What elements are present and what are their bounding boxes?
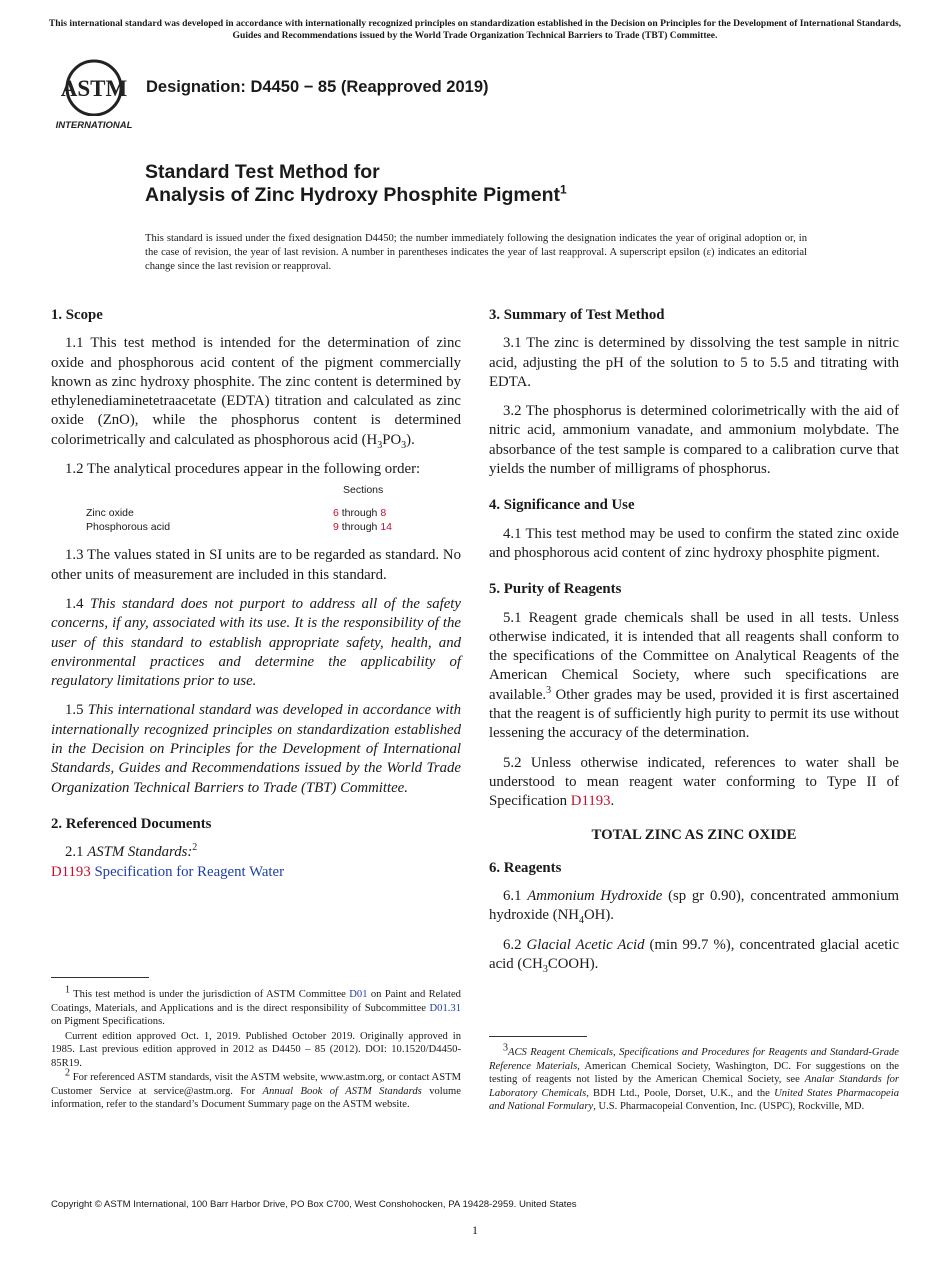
issuance-statement: This standard is issued under the fixed designation D4450; the number immediately following the designation indicates the year of original adoption or, in the case of revision, the year of last revision. A number in parentheses indicates the year of last reapproval. A superscript epsilon (ε) indicates an editorial change since the last revision or reapproval. [145, 233, 807, 272]
para-6-2: 6.2 Glacial Acetic Acid (min 99.7 %), concentrated glacial acetic acid $(CH_3COOH)$. [489, 936, 900, 975]
sections-row: Zinc oxide 6 through 8 [86, 507, 387, 520]
heading-purity: 5. Purity of Reagents [489, 581, 622, 598]
committee-link[interactable]: D01 [349, 989, 368, 1000]
footnote-2: $^2$ For referenced ASTM standards, visit the ASTM website, www.astm.org, or contact ASTM Customer Service at service@astm.org. For Annual Book of ASTM Standards volume information, refer to the standard’s Document Summary page on the ASTM website. [51, 1067, 461, 1110]
top-notice: This international standard was developed in accordance with internationally recognized principles on standardization established in the Decision on Principles for the Development of International Standards, Guides and Recommendations issued by the World Trade Organization Technical Barriers to Trade (TBT) Committee. [48, 18, 902, 41]
astm-logo-graphic [52, 58, 136, 132]
para-4-1: 4.1 This test method may be used to confirm the stated zinc oxide and phosphorous acid content of zinc hydroxy phosphite pigment. [489, 525, 899, 561]
heading-significance: 4. Significance and Use [489, 497, 635, 514]
para-3-1: 3.1 The zinc is determined by dissolving the test sample in nitric acid, adjusting the pH of the solution to 5 to 5.5 and titrating with EDTA. [489, 335, 899, 390]
sections-row: Phosphorous acid 9 through 14 [86, 521, 392, 534]
para-3-2: 3.2 The phosphorus is determined colorimetrically with the aid of nitric acid, ammonium vanadate, and ammonium molybdate. The absorbance of the test sample is compared to a calibration curve that yields the number of milligrams of phosphorus. [489, 403, 899, 478]
footnotes-right [489, 1042, 900, 1115]
footnotes-left [51, 984, 461, 1113]
ref-title-link[interactable]: Specification for Reagent Water [94, 863, 285, 880]
section-link-from[interactable]: 9 [333, 521, 339, 534]
heading-reagents: 6. Reagents [489, 859, 562, 876]
para-1-5: 1.5 This international standard was developed in accordance with internationally recognized principles on standardization established in the Decision on Principles for the Development of International Standards, Guides and Recommendations issued by the World Trade Organization Technical Barriers to Trade (TBT) Committee. [51, 702, 461, 796]
footnote-divider [489, 1036, 587, 1037]
para-2-1: 2.1 ASTM Standards:$^2$ [65, 842, 198, 861]
para-5-2: 5.2 Unless otherwise indicated, references to water shall be understood to mean reagent water conforming to Type II of Specification D1193. [489, 754, 899, 810]
copyright: Copyright © ASTM International, 100 Barr Harbor Drive, PO Box C700, West Conshohocken, PA 19428-2959. United States [51, 1199, 577, 1210]
heading-referenced-documents: 2. Referenced Documents [51, 815, 212, 832]
designation: Designation: D4450 − 85 (Reapproved 2019) [146, 78, 489, 96]
section-name: Phosphorous acid [86, 521, 171, 534]
subcommittee-link[interactable]: D01.31 [429, 1002, 461, 1014]
para-1-3: 1.3 The values stated in SI units are to be regarded as standard. No other units of measurement are included in this standard. [51, 547, 461, 583]
footnote-3: $^3$ACS Reagent Chemicals, Specifications and Procedures for Reagents and Standard-Grade Reference Materials, American Chemical Society, Washington, DC. For suggestions on the testing of reagents not listed by the American Chemical Society, see Analar Standards for Laboratory Chemicals, BDH Ltd., Poole, Dorset, U.K., and the United States Pharmacopeia and National Formulary, U.S. Pharmacopeial Convention, Inc. (USPC), Rockville, MD. [489, 1042, 900, 1112]
title-line-1: Standard Test Method for [145, 161, 380, 183]
sections-header: Sections [343, 484, 384, 497]
section-link-from[interactable]: 6 [333, 507, 339, 520]
spec-link[interactable]: D1193 [570, 793, 611, 810]
title-footnote-mark: 1 [560, 182, 567, 197]
footnote-divider [51, 977, 149, 978]
para-6-1: 6.1 Ammonium Hydroxide (sp gr 0.90), concentrated ammonium hydroxide $(NH_4OH)$. [489, 888, 899, 927]
section-link-to[interactable]: 14 [380, 521, 392, 534]
left-column [51, 306, 461, 892]
right-column [489, 306, 899, 984]
title-line-2 [145, 184, 567, 207]
astm-logo [52, 58, 136, 132]
para-1-1: 1.1 This test method is intended for the determination of zinc oxide and phosphorous acid content of the pigment commercially known as zinc hydroxy phosphite. The zinc content is determined by ethylenediaminetetraacetate (EDTA) titration and calculated as zinc oxide (ZnO), while the phosphorus content is determined colorimetrically and calculated as phosphorous acid $(H_3PO_3)$. [51, 335, 461, 451]
para-1-2: 1.2 The analytical procedures appear in the following order: [65, 461, 421, 478]
section-link-to[interactable]: 8 [380, 507, 387, 520]
total-zinc-heading: TOTAL ZINC AS ZINC OXIDE [591, 826, 797, 843]
reference-d1193 [51, 863, 461, 882]
sections-table [51, 483, 461, 534]
para-1-4: 1.4 This standard does not purport to address all of the safety concerns, if any, associated with its use. It is the responsibility of the user of this standard to establish appropriate safety, health, and environmental practices and determine the applicability of regulatory limitations prior to use. [51, 595, 461, 690]
section-name: Zinc oxide [86, 507, 134, 520]
heading-summary: 3. Summary of Test Method [489, 307, 665, 323]
astm-logo-letters: ASTM [60, 76, 128, 101]
heading-scope: 1. Scope [51, 307, 103, 323]
page-number: 1 [472, 1223, 478, 1237]
footnote-1-edition: Current edition approved Oct. 1, 2019. Published October 2019. Originally approved in 1985. Last previous edition approved in 2012 as D4450 – 85 (2012). DOI: 10.1520/D4450-85R19. [51, 1030, 461, 1069]
astm-logo-sub: INTERNATIONAL [55, 120, 133, 131]
footnote-1: $^1$ This test method is under the jurisdiction of ASTM Committee D01 on Paint and Related Coatings, Materials, and Applications and is the direct responsibility of Subcommittee D01.31 on Pigment Specifications. [51, 984, 461, 1027]
para-5-1: 5.1 Reagent grade chemicals shall be used in all tests. Unless otherwise indicated, it is intended that all reagents shall conform to the specifications of the Committee on Analytical Reagents of the American Chemical Society, where such specifications are available.$^3$ Other grades may be used, provided it is first ascertained that the reagent is of sufficiently high purity to permit its use without lessening the accuracy of the determination. [489, 609, 899, 742]
title-main: Analysis of Zinc Hydroxy Phosphite Pigment [145, 184, 560, 206]
ref-code-link[interactable]: D1193 [51, 863, 91, 880]
